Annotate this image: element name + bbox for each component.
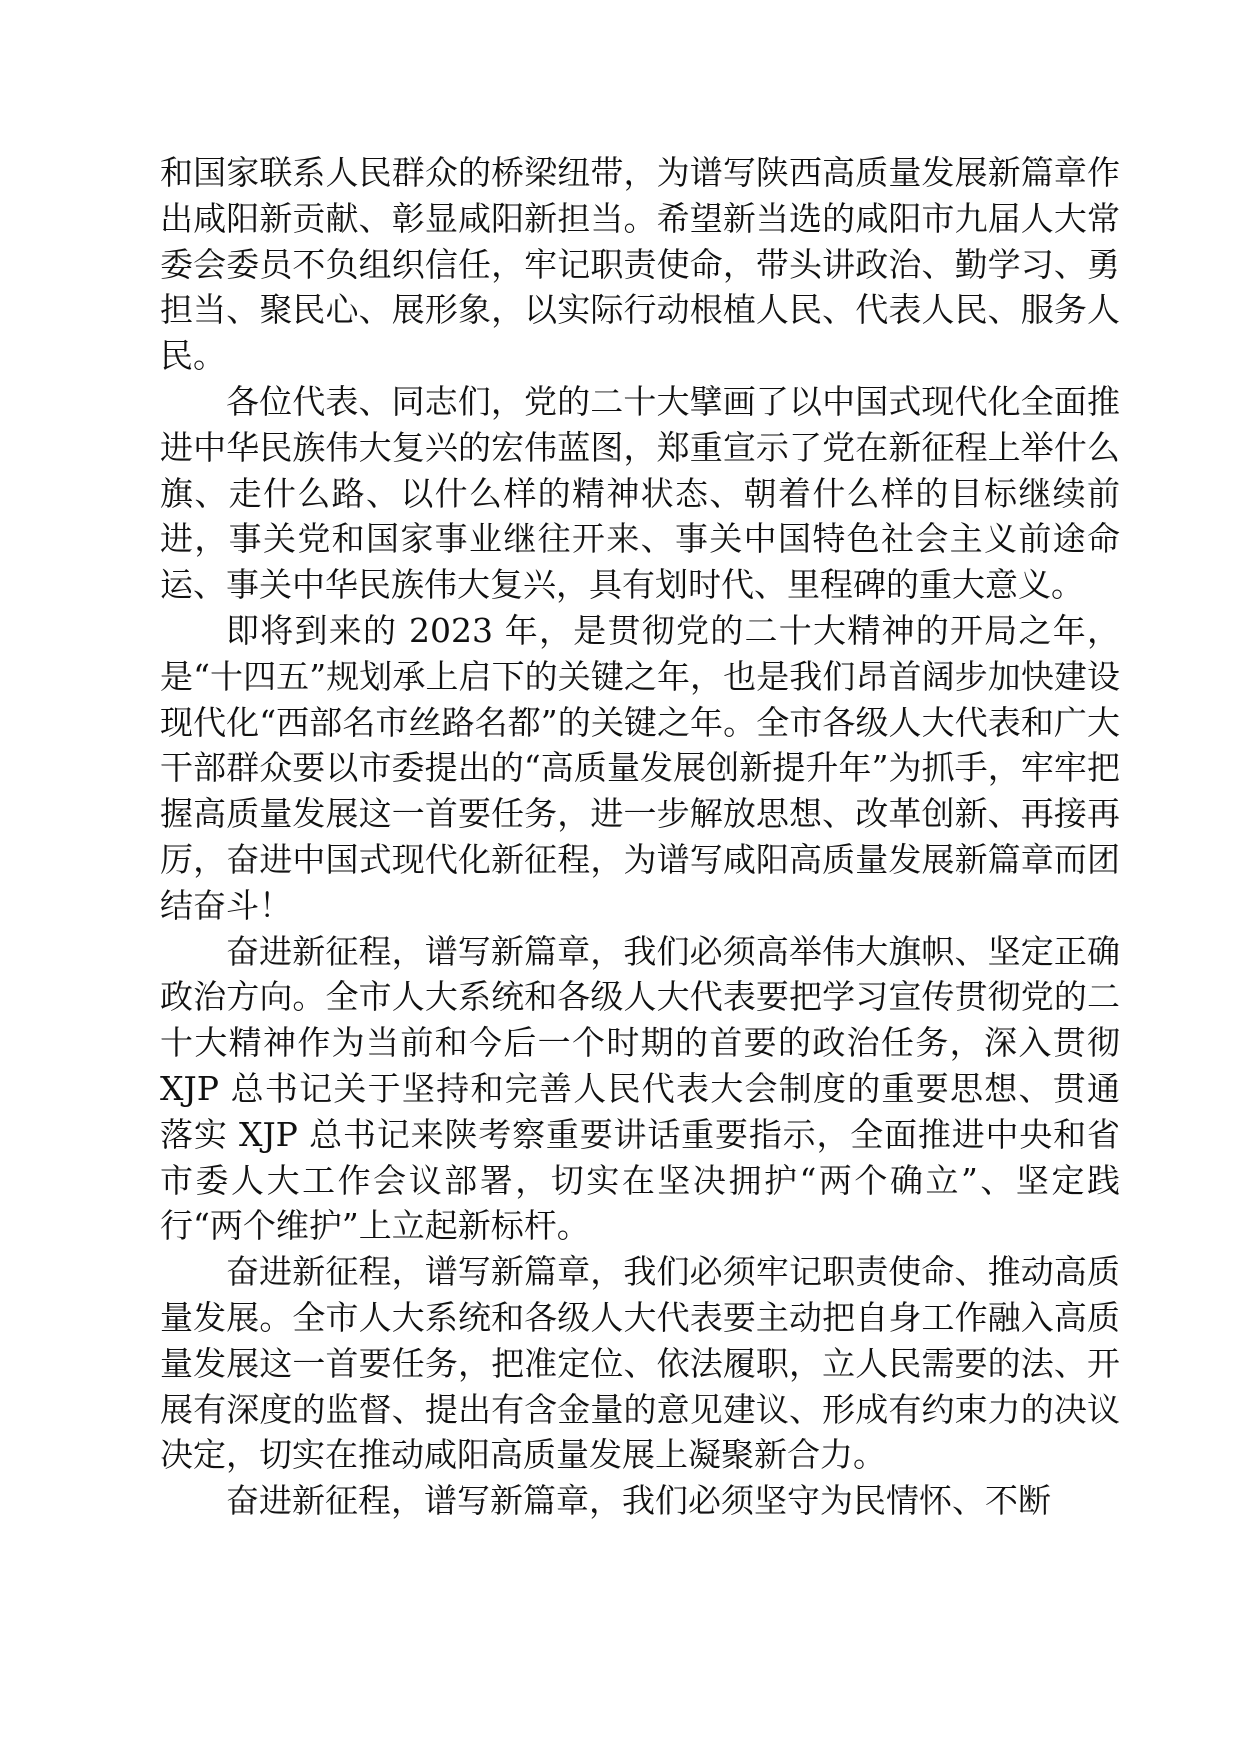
- paragraph-2023-outlook: 即将到来的 2023 年，是贯彻党的二十大精神的开局之年，是“十四五”规划承上启下的关键之年，也是我们昂首阔步加快建设现代化“西部名市丝路名都”的关键之年。全市各级人大代表和广大干部群众要以市委提出的“高质量发展创新提升年”为抓手，牢牢把握高质量发展这一首要任务，进一步解放思想、改革创新、再接再厉，奋进中国式现代化新征程，为谱写咸阳高质量发展新篇章而团结奋斗！: [160, 610, 1120, 925]
- paragraph-high-quality-development: 奋进新征程，谱写新篇章，我们必须牢记职责使命、推动高质量发展。全市人大系统和各级人大代表要主动把自身工作融入高质量发展这一首要任务，把准定位、依法履职，立人民需要的法、开展有深度的监督、提出有含金量的意见建议、形成有约束力的决议决定，切实在推动咸阳高质量发展上凝聚新合力。: [160, 1252, 1120, 1475]
- document-body: [160, 150, 1120, 1524]
- paragraph-party-congress: 各位代表、同志们，党的二十大擘画了以中国式现代化全面推进中华民族伟大复兴的宏伟蓝图，郑重宣示了党在新征程上举什么旗、走什么路、以什么样的精神状态、朝着什么样的目标继续前进，事关党和国家事业继往开来、事关中国特色社会主义前途命运、事关中华民族伟大复兴，具有划时代、里程碑的重大意义。: [160, 381, 1120, 605]
- paragraph-political-direction: 奋进新征程，谱写新篇章，我们必须高举伟大旗帜、坚定正确政治方向。全市人大系统和各级人大代表要把学习宣传贯彻党的二十大精神作为当前和今后一个时期的首要的政治任务，深入贯彻 XJP 总书记关于坚持和完善人民代表大会制度的重要思想、贯通落实 XJP 总书记来陕考察重要讲话重要指示，全面推进中央和省市委人大工作会议部署，切实在坚决拥护“两个确立”、坚定践行“两个维护”上立起新标杆。: [160, 931, 1120, 1246]
- paragraph-continuation: 和国家联系人民群众的桥梁纽带，为谱写陕西高质量发展新篇章作出咸阳新贡献、彰显咸阳新担当。希望新当选的咸阳市九届人大常委会委员不负组织信任，牢记职责使命，带头讲政治、勤学习、勇担当、聚民心、展形象，以实际行动根植人民、代表人民、服务人民。: [160, 153, 1120, 376]
- paragraph-people-commitment: 奋进新征程，谱写新篇章，我们必须坚守为民情怀、不断: [226, 1481, 1051, 1521]
